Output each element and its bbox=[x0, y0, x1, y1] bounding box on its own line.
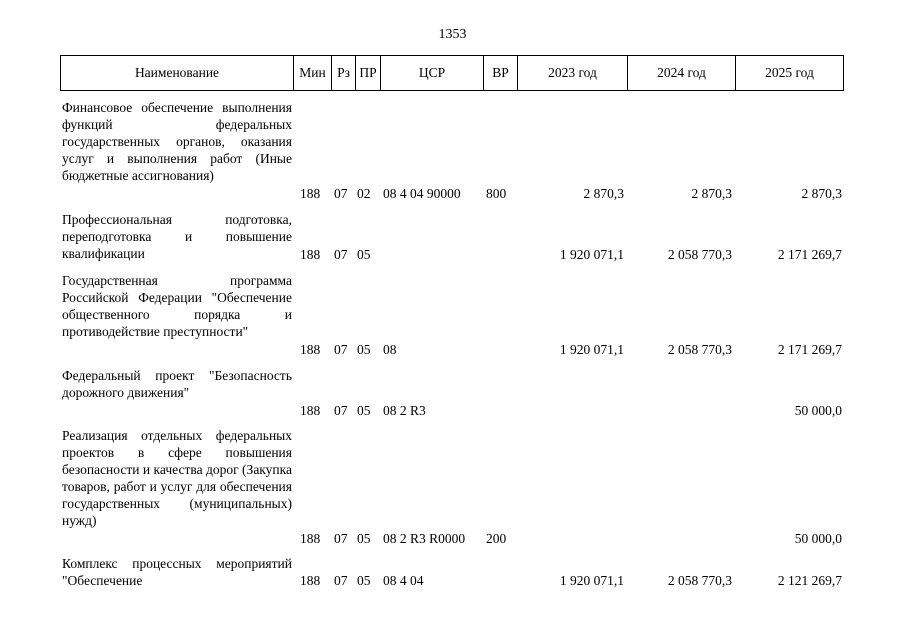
table-row bbox=[60, 555, 844, 589]
table-row bbox=[60, 99, 844, 202]
row-2024: 2 870,3 bbox=[691, 186, 732, 201]
row-2024: 2 058 770,3 bbox=[667, 573, 732, 588]
header-name: Наименование bbox=[134, 65, 220, 80]
row-csr: 08 4 04 bbox=[383, 573, 424, 588]
row-2025: 2 171 269,7 bbox=[777, 247, 842, 262]
header-csr: ЦСР bbox=[380, 56, 483, 90]
row-2023: 1 920 071,1 bbox=[559, 342, 624, 357]
row-2025: 2 171 269,7 bbox=[777, 342, 842, 357]
row-2025: 50 000,0 bbox=[794, 403, 842, 418]
row-csr: 08 bbox=[383, 342, 397, 357]
row-name: Финансовое обеспечение выполнения функций федеральных государственных органов, оказания услуг и выполнения работ (Иные бюджетные ассигнования) bbox=[62, 100, 292, 183]
row-name: Федеральный проект "Безопасность дорожного движения" bbox=[62, 368, 292, 400]
row-pr: 05 bbox=[357, 403, 371, 418]
table-header bbox=[60, 55, 844, 91]
header-2024: 2024 год bbox=[627, 56, 735, 90]
row-csr: 08 2 R3 bbox=[383, 403, 426, 418]
row-name: Комплекс процессных мероприятий "Обеспечение bbox=[62, 556, 292, 588]
table-row bbox=[60, 211, 844, 263]
row-2025: 2 870,3 bbox=[801, 186, 842, 201]
row-2025: 2 121 269,7 bbox=[777, 573, 842, 588]
row-min: 188 bbox=[300, 573, 321, 588]
row-pr: 05 bbox=[357, 573, 371, 588]
row-2023: 2 870,3 bbox=[583, 186, 624, 201]
row-2025: 50 000,0 bbox=[794, 531, 842, 546]
header-2023: 2023 год bbox=[517, 56, 627, 90]
row-pr: 05 bbox=[357, 247, 371, 262]
header-rz: Рз bbox=[331, 56, 355, 90]
table-row bbox=[60, 427, 844, 547]
row-2024: 2 058 770,3 bbox=[667, 247, 732, 262]
header-2025: 2025 год bbox=[735, 56, 843, 90]
row-min: 188 bbox=[300, 531, 321, 546]
row-rz: 07 bbox=[334, 342, 348, 357]
row-min: 188 bbox=[300, 342, 321, 357]
header-vr: ВР bbox=[483, 56, 517, 90]
row-min: 188 bbox=[300, 403, 321, 418]
row-name: Профессиональная подготовка, переподготовка и повышение квалификации bbox=[62, 212, 292, 261]
row-csr: 08 2 R3 R0000 bbox=[383, 531, 466, 546]
row-rz: 07 bbox=[334, 247, 348, 262]
row-csr: 08 4 04 90000 bbox=[383, 186, 461, 201]
row-min: 188 bbox=[300, 186, 321, 201]
row-pr: 02 bbox=[357, 186, 371, 201]
row-pr: 05 bbox=[357, 531, 371, 546]
row-pr: 05 bbox=[357, 342, 371, 357]
row-rz: 07 bbox=[334, 573, 348, 588]
table-row bbox=[60, 367, 844, 419]
page-number: 1353 bbox=[438, 27, 467, 42]
row-2024: 2 058 770,3 bbox=[667, 342, 732, 357]
row-rz: 07 bbox=[334, 186, 348, 201]
row-rz: 07 bbox=[334, 403, 348, 418]
row-rz: 07 bbox=[334, 531, 348, 546]
row-vr: 200 bbox=[486, 531, 507, 546]
table-row bbox=[60, 272, 844, 358]
row-2023: 1 920 071,1 bbox=[559, 573, 624, 588]
row-min: 188 bbox=[300, 247, 321, 262]
header-pr: ПР bbox=[355, 56, 380, 90]
header-min: Мин bbox=[293, 56, 331, 90]
row-2023: 1 920 071,1 bbox=[559, 247, 624, 262]
row-vr: 800 bbox=[486, 186, 507, 201]
row-name: Государственная программа Российской Федерации "Обеспечение общественного порядка и противодействие преступности" bbox=[62, 273, 292, 339]
row-name: Реализация отдельных федеральных проектов в сфере повышения безопасности и качества дорог (Закупка товаров, работ и услуг для обеспечения государственных (муниципальных) нужд) bbox=[62, 428, 292, 528]
